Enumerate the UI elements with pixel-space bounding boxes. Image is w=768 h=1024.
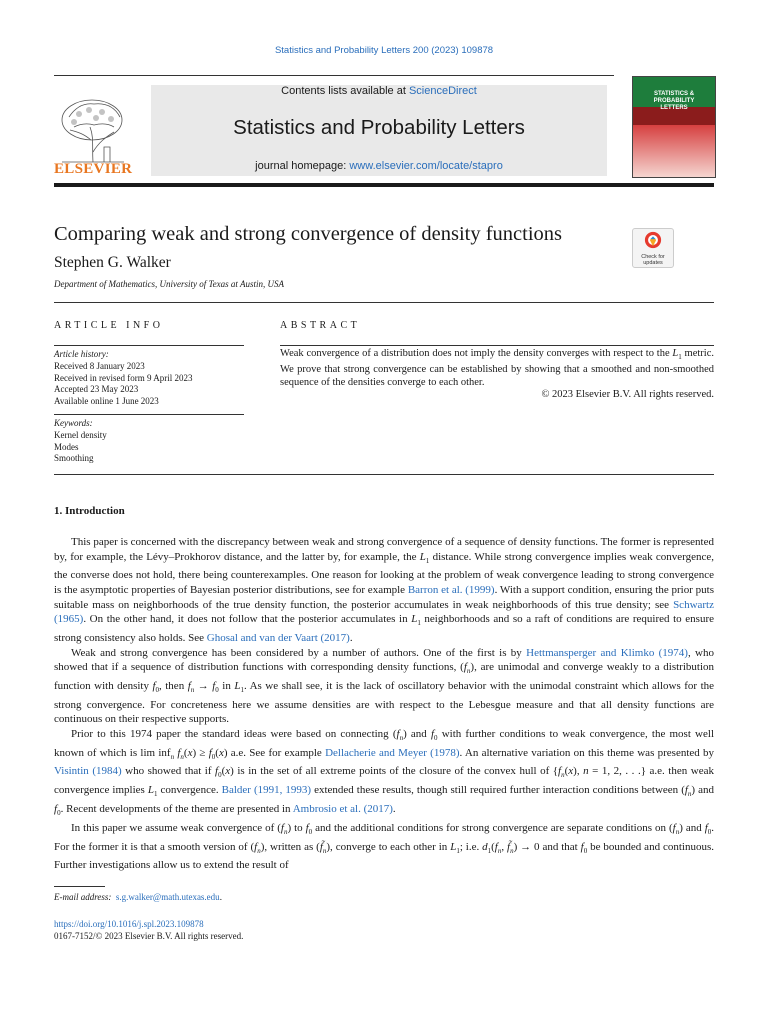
article-history xyxy=(54,349,244,408)
abstract-heading: ABSTRACT xyxy=(280,320,361,331)
citation-link[interactable]: Visintin (1984) xyxy=(54,765,122,778)
crossmark-label-line: Check for xyxy=(641,254,665,260)
history-online: Available online 1 June 2023 xyxy=(54,396,159,407)
crossmark-icon xyxy=(644,231,662,249)
divider xyxy=(280,345,714,346)
abstract-part: metric. We prove that strong convergence can be established by showing that a smoothed and non-smoothed sequence of the densities converge to each other. xyxy=(280,348,714,388)
paragraph: Prior to this 1974 paper the standard ideas were based on connecting $(f_n)$ and $f_0$ with further conditions to weak convergence, the most well known of which is lim inf$_n$ $f_n(x) \ge f_0(x)$ a.e. See for example Dellacherie and Meyer (1978). An alternative variation on this theme was presented by Visintin (1984) who showed that if $f_0(x)$ is in the set of all extreme points of the closure of the convex hull of {$f_n(x)$, n = 1, 2, . . .} a.e. then weak convergence implies $L_1$ convergence. Balder (1991, 1993) extended these results, though still required further interaction conditions between $(f_n)$ and $f_0$. Recent developments of the theme are presented in Ambrosio et al. (2017). xyxy=(54,727,715,818)
citation-link[interactable]: Dellacherie and Meyer (1978) xyxy=(325,746,460,759)
email-link[interactable]: s.g.walker@math.utexas.edu xyxy=(115,892,220,902)
header-thick-divider xyxy=(54,183,714,187)
crossmark-label-line: updates xyxy=(643,260,663,266)
keywords-label: Keywords: xyxy=(54,418,93,428)
footnote-divider xyxy=(54,886,105,887)
author-name[interactable]: Stephen G. Walker xyxy=(54,254,171,271)
keywords-block xyxy=(54,418,244,465)
email-label: E-mail address: xyxy=(54,892,112,902)
history-received: Received 8 January 2023 xyxy=(54,360,145,371)
history-revised: Received in revised form 9 April 2023 xyxy=(54,372,193,383)
keyword: Kernel density xyxy=(54,429,107,440)
journal-cover-image[interactable] xyxy=(632,76,716,178)
doi-link[interactable]: https://doi.org/10.1016/j.spl.2023.109878 xyxy=(54,919,204,929)
abstract-copyright: © 2023 Elsevier B.V. All rights reserved. xyxy=(541,389,714,401)
section-heading: 1. Introduction xyxy=(54,505,125,517)
keyword: Modes xyxy=(54,441,79,452)
publisher-name: ELSEVIER xyxy=(54,161,133,177)
divider xyxy=(54,414,244,415)
author-affiliation: Department of Mathematics, University of Texas at Austin, USA xyxy=(54,279,284,289)
sciencedirect-link[interactable]: ScienceDirect xyxy=(408,85,477,97)
history-accepted: Accepted 23 May 2023 xyxy=(54,384,139,395)
abstract-text: Weak convergence of a distribution does not imply the density converges with respect to the $L_1$ metric. We prove that strong convergence can be established by showing that a smoothed and non-smoothed sequence of the densities converge to each other. © 2023 Elsevier B.V. All rights reserved. xyxy=(280,348,714,401)
body-text xyxy=(54,535,714,873)
homepage-line xyxy=(151,160,607,172)
header-divider xyxy=(54,75,614,76)
citation-link[interactable]: Ghosal and van der Vaart (2017) xyxy=(206,631,350,644)
citation-link[interactable]: Ambrosio et al. (2017) xyxy=(292,803,393,815)
history-label: Article history: xyxy=(54,349,109,359)
homepage-prefix: journal homepage: xyxy=(255,160,350,172)
journal-citation[interactable]: Statistics and Probability Letters 200 (2023) 109878 xyxy=(274,45,494,56)
divider xyxy=(54,345,244,346)
article-info-heading: ARTICLE INFO xyxy=(54,320,164,331)
paragraph: Weak and strong convergence has been considered by a number of authors. One of the first is by Hettmansperger and Klimko (1974), who showed that if a sequence of distribution functions with corresponding density functions, $(f_n)$, are unimodal and converge weakly to a distribution function with density $f_0$, then $f_n \to f_0$ in $L_1$. As we shall see, it is the lack of oscillatory behavior with the unimodal constraint which allows for the strong convergence. For concreteness here we assume densities are with respect to the Lebesgue measure and that all density functions are continuous on their respective supports. xyxy=(54,646,715,726)
cover-title-line: LETTERS xyxy=(660,105,688,111)
cover-title-line: STATISTICS & xyxy=(653,91,695,97)
divider xyxy=(54,474,714,475)
cover-title-line: PROBABILITY xyxy=(653,98,695,104)
citation-link[interactable]: Barron et al. (1999) xyxy=(407,583,495,596)
citation-link[interactable]: Balder (1991, 1993) xyxy=(221,784,312,797)
article-title: Comparing weak and strong convergence of density functions xyxy=(54,223,563,245)
contents-line xyxy=(151,85,607,97)
citation-link[interactable]: Hettmansperger and Klimko (1974) xyxy=(526,646,688,659)
abstract-part: Weak convergence of a distribution does not imply the density converges with respect to the xyxy=(280,348,673,359)
keyword: Smoothing xyxy=(54,453,94,464)
issn-copyright: 0167-7152/© 2023 Elsevier B.V. All rights reserved. xyxy=(54,931,244,941)
homepage-link[interactable]: www.elsevier.com/locate/stapro xyxy=(349,160,503,172)
paragraph: This paper is concerned with the discrepancy between weak and strong convergence of a sequence of density functions. The former is represented by, for example, the Lévy–Prokhorov distance, and the latter by, for example, the $L_1$ distance. While strong convergence implies weak convergence, the converse does not hold, there being counterexamples. One reason for looking at the problem of weak convergence leading to strong convergence is the asymptotic properties of Bayesian posterior distributions, see for example Barron et al. (1999). With a support condition, ensuring the prior puts suitable mass on neighborhoods of the true density function, the posterior accumulates in weak neighborhoods of this true density; see Schwartz (1965). On the other hand, it does not follow that the posterior accumulates in $L_1$ neighborhoods and so a raft of conditions are required to ensure strong consistency also holds. See Ghosal and van der Vaart (2017). xyxy=(54,536,715,644)
crossmark-label xyxy=(633,254,673,266)
citation-link[interactable]: Schwartz (1965) xyxy=(54,598,714,626)
check-for-updates-badge[interactable] xyxy=(632,228,674,268)
contents-prefix: Contents lists available at xyxy=(281,85,409,97)
cover-title xyxy=(633,91,715,112)
journal-title: Statistics and Probability Letters xyxy=(233,116,525,139)
divider xyxy=(54,302,714,303)
cover-gradient xyxy=(633,125,715,177)
paragraph: In this paper we assume weak convergence of $(f_n)$ to $f_0$ and the additional conditions for strong convergence are separate conditions on $(f_n)$ and $f_0$. For the former it is that a smooth version of $(f_n)$, written as $(f̃_n)$, converge to each other in $L_1$; i.e. $d_1(f_n$, $f̃_n) \to 0$ and that $f_0$ be bounded and continuous. Further investigations allow us to extend the result of xyxy=(54,821,714,872)
footnote: E-mail address: s.g.walker@math.utexas.edu. xyxy=(54,892,222,902)
